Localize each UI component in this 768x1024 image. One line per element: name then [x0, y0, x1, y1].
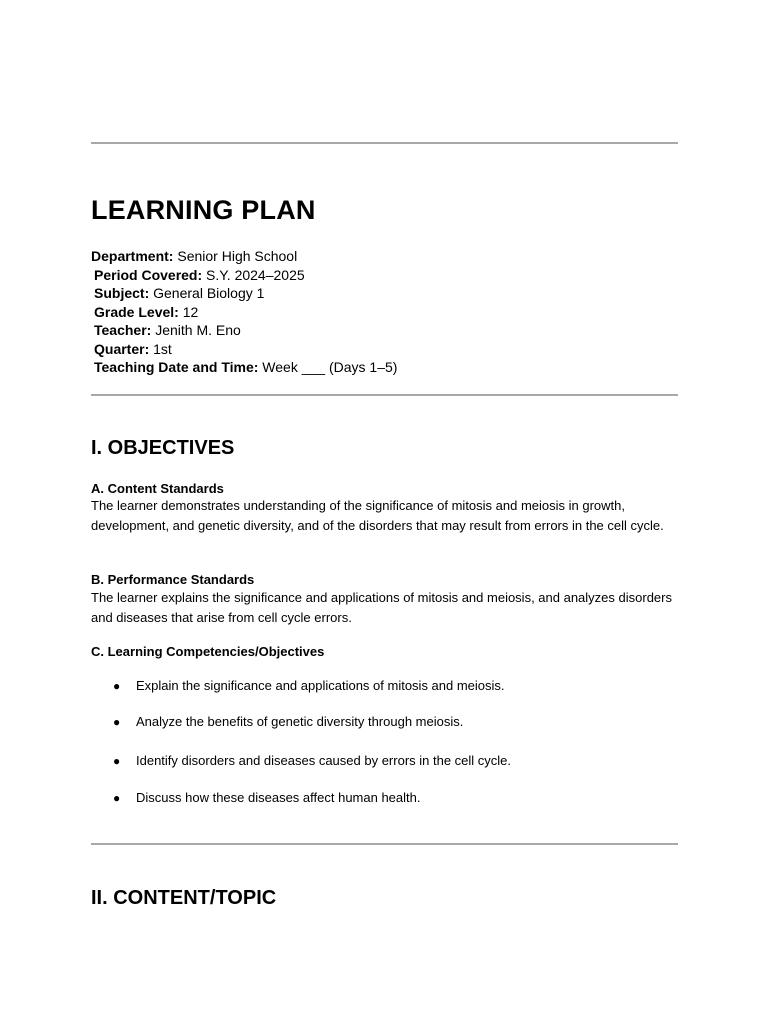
bullet-icon: ●	[113, 754, 121, 768]
content-standards-heading: A. Content Standards	[91, 481, 224, 496]
meta-teaching-date	[91, 358, 397, 377]
meta-label: Department:	[91, 248, 174, 264]
performance-standards-heading: B. Performance Standards	[91, 572, 255, 587]
meta-value: 12	[178, 303, 199, 320]
list-item-text: Identify disorders and diseases caused by errors in the cell cycle.	[136, 753, 512, 768]
horizontal-rule	[91, 142, 678, 144]
bullet-icon: ●	[113, 679, 121, 693]
horizontal-rule	[91, 843, 678, 845]
section-heading-content-topic: II. CONTENT/TOPIC	[91, 887, 277, 909]
bullet-icon: ●	[113, 791, 121, 805]
meta-grade-level	[91, 303, 397, 322]
meta-value: S.Y. 2024–2025	[202, 266, 305, 283]
meta-label: Teaching Date and Time:	[94, 359, 259, 375]
meta-period-covered	[91, 266, 397, 285]
meta-label: Teacher:	[94, 322, 152, 338]
meta-label: Subject:	[94, 285, 150, 301]
content-standards-text: The learner demonstrates understanding of the significance of mitosis and meiosis in growth, development, and genetic diversity, and of the disorders that may result from errors in the cell cycle.	[91, 498, 664, 533]
list-item-text: Discuss how these diseases affect human health.	[136, 790, 421, 805]
list-item	[91, 676, 678, 696]
meta-value: Senior High School	[173, 248, 298, 264]
meta-label: Period Covered:	[94, 266, 203, 283]
meta-subject	[91, 284, 397, 303]
plan-details	[91, 247, 397, 377]
horizontal-rule	[91, 394, 678, 396]
meta-value: General Biology 1	[149, 285, 265, 301]
meta-value: 1st	[149, 340, 172, 357]
meta-department	[91, 247, 397, 266]
meta-value: Week ___ (Days 1–5)	[258, 359, 398, 375]
list-item	[91, 712, 678, 732]
bullet-icon: ●	[113, 715, 121, 729]
meta-quarter	[91, 340, 397, 359]
section-heading-objectives: I. OBJECTIVES	[91, 437, 235, 459]
list-item-text: Explain the significance and applications of mitosis and meiosis.	[136, 678, 505, 693]
competencies-heading: C. Learning Competencies/Objectives	[91, 644, 325, 659]
document-title: LEARNING PLAN	[91, 195, 316, 225]
list-item	[91, 788, 678, 808]
meta-label: Grade Level:	[94, 303, 179, 320]
list-item	[91, 751, 678, 771]
list-item-text: Analyze the benefits of genetic diversity through meiosis.	[136, 714, 464, 729]
meta-label: Quarter:	[94, 340, 150, 357]
meta-value: Jenith M. Eno	[151, 322, 241, 338]
meta-teacher	[91, 321, 397, 340]
performance-standards-text: The learner explains the significance and applications of mitosis and meiosis, and analyzes disorders and diseases that arise from cell cycle errors.	[91, 590, 672, 625]
